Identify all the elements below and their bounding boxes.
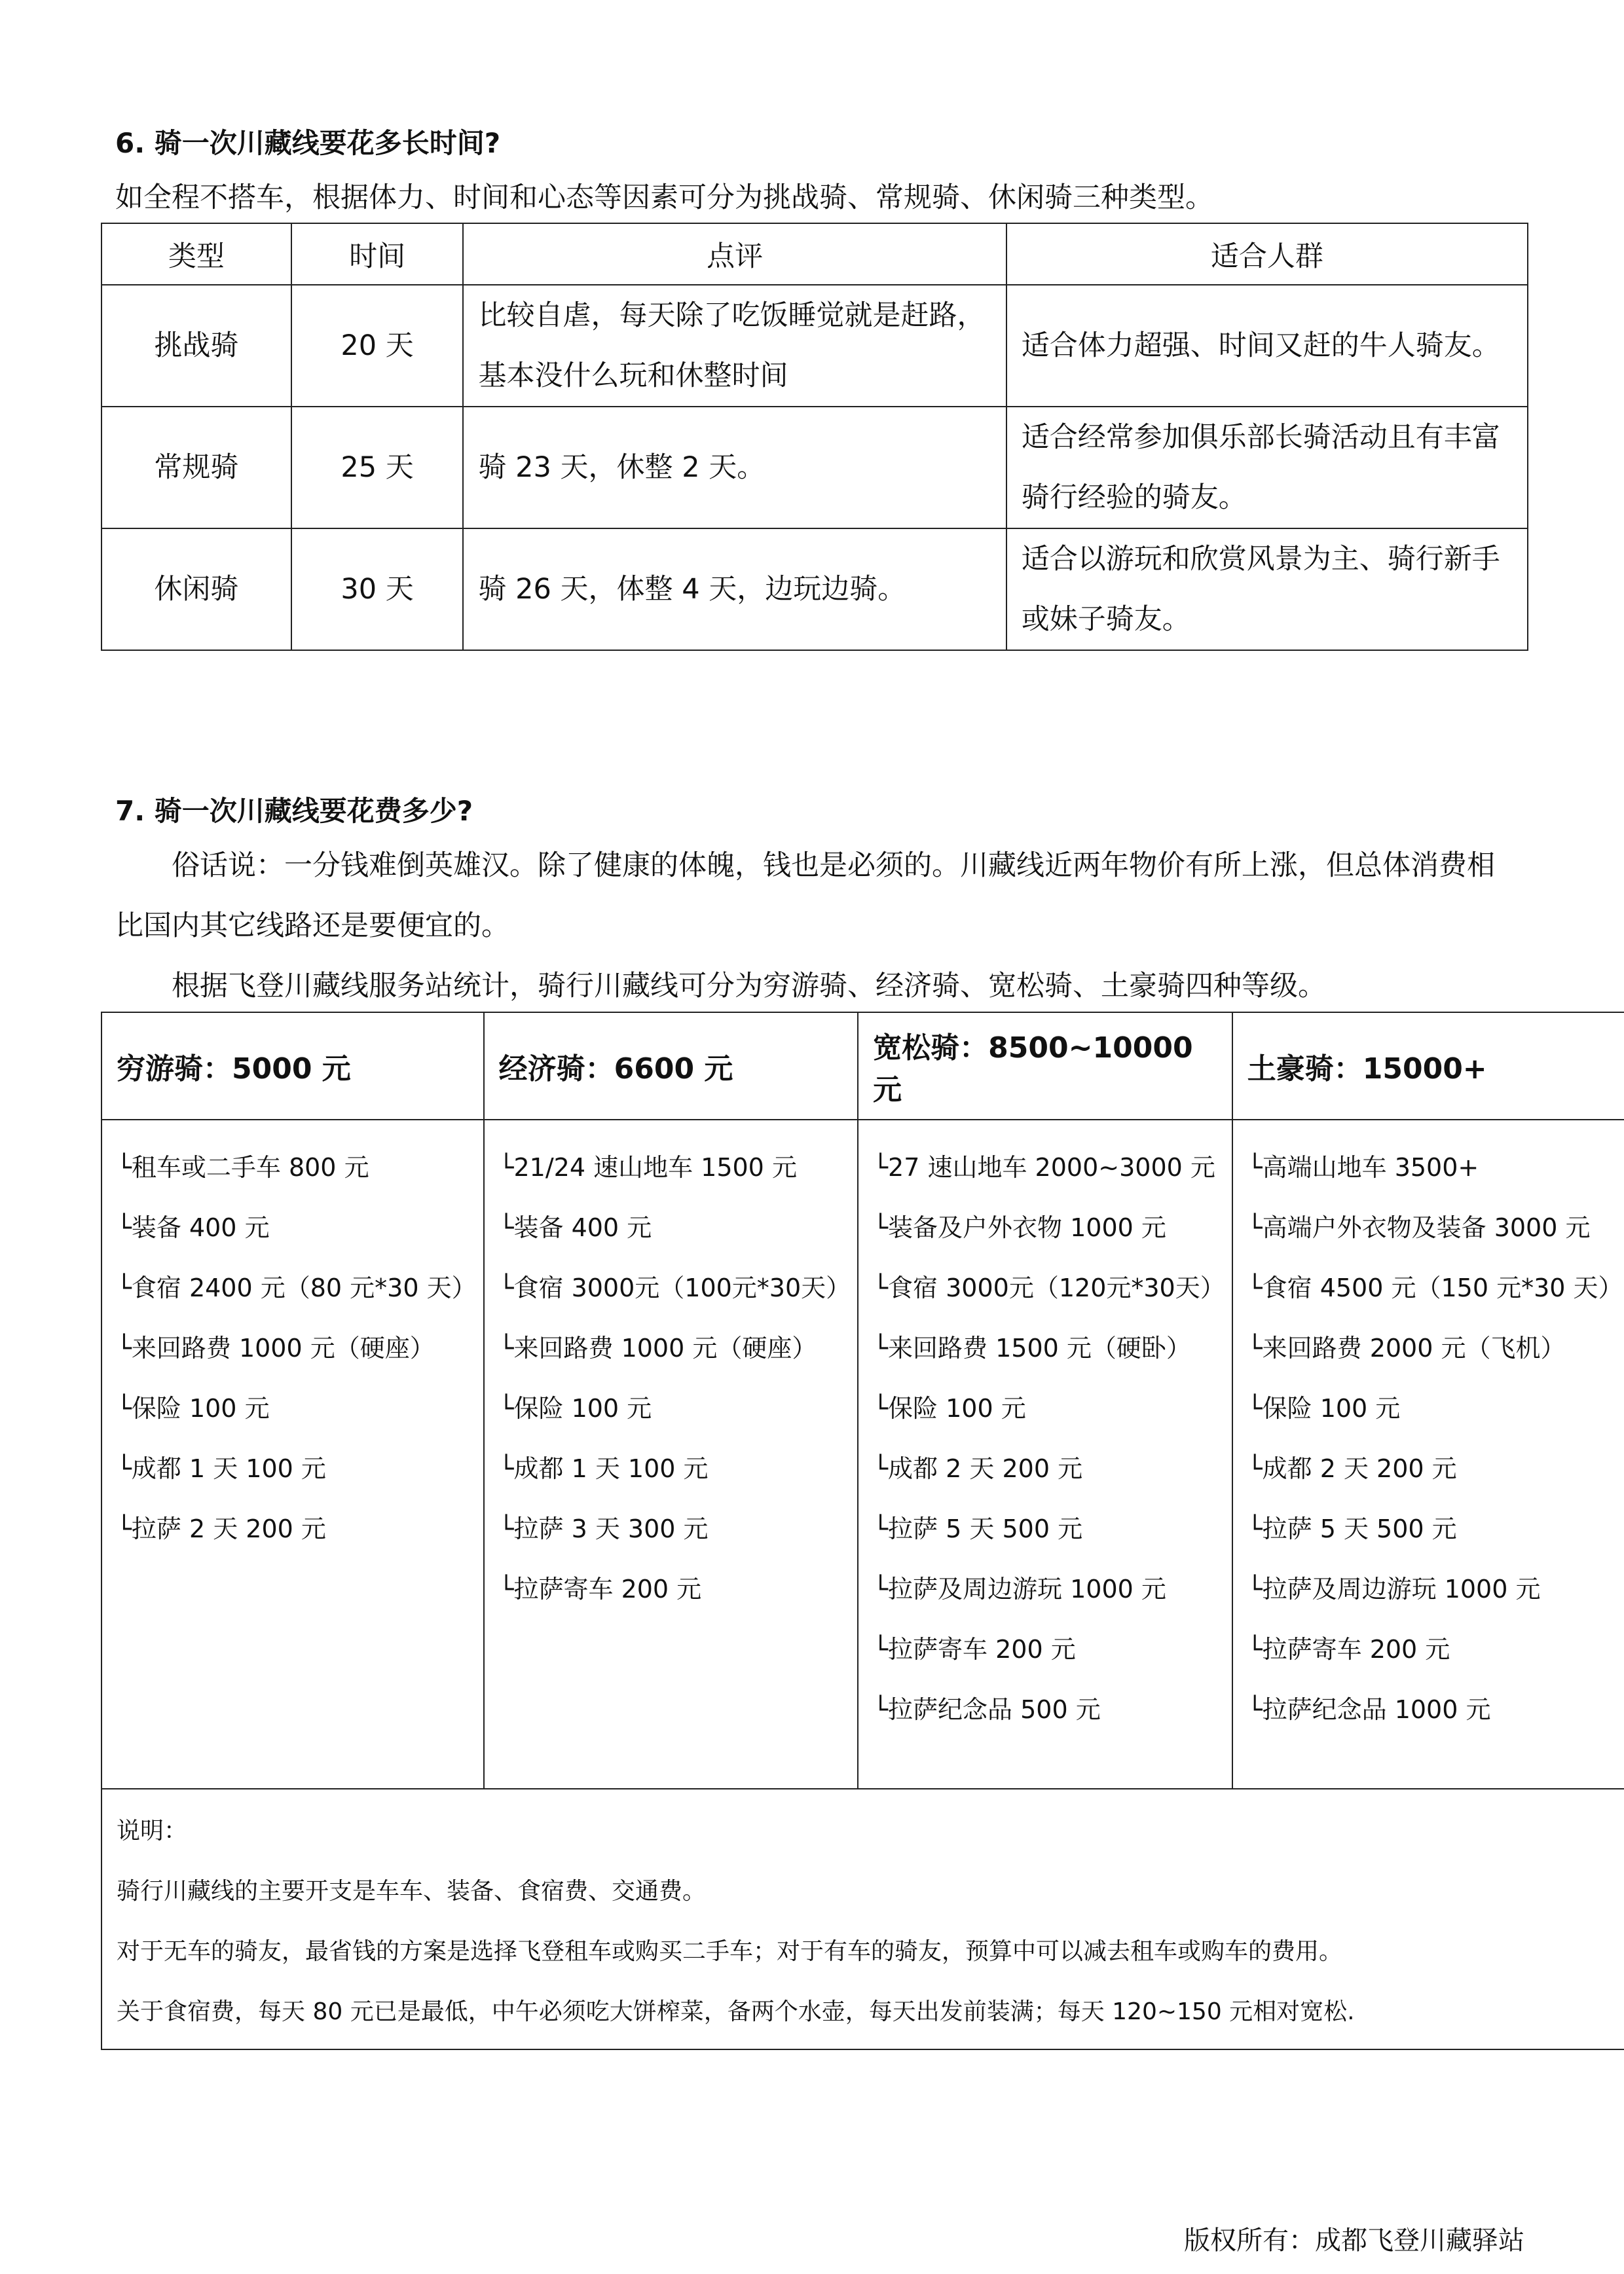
level-items-economy: [484, 1120, 858, 1789]
list-item: └保险 100 元: [1247, 1394, 1401, 1423]
list-item: └拉萨纪念品 500 元: [873, 1695, 1101, 1724]
list-item: └装备及户外衣物 1000 元: [873, 1213, 1166, 1242]
list-item: └装备 400 元: [117, 1213, 270, 1242]
suitable-line: 适合经常参加俱乐部长骑活动且有丰富: [1021, 421, 1500, 454]
section7-para1-line1: 俗话说：一分钱难倒英雄汉。除了健康的体魄，钱也是必须的。川藏线近两年物价有所上涨，但总体消费相: [172, 849, 1495, 882]
list-item: └拉萨 5 天 500 元: [873, 1514, 1083, 1543]
section7-para2: 根据飞登川藏线服务站统计，骑行川藏线可分为穷游骑、经济骑、宽松骑、土豪骑四种等级。: [172, 970, 1326, 1002]
list-item: └保险 100 元: [498, 1394, 652, 1423]
list-item: └高端户外衣物及装备 3000 元: [1247, 1213, 1591, 1242]
list-item: └食宿 3000元（120元*30天）: [873, 1274, 1225, 1302]
budget-items-row: [101, 1120, 1624, 1789]
ride-comment: [463, 528, 1006, 650]
list-item: └高端山地车 3500+: [1247, 1153, 1479, 1182]
list-item: └成都 1 天 100 元: [498, 1454, 709, 1483]
list-item: └成都 2 天 200 元: [873, 1454, 1083, 1483]
duration-table: [101, 223, 1528, 651]
list-item: └来回路费 2000 元（飞机）: [1247, 1334, 1566, 1363]
comment-line: 基本没什么玩和休整时间: [478, 359, 788, 392]
level-items-luxury: [1232, 1120, 1624, 1789]
comment-line: 骑 23 天，休整 2 天。: [478, 451, 766, 484]
ride-suitable: [1006, 407, 1528, 528]
ride-comment: [463, 285, 1006, 407]
list-item: └拉萨寄车 200 元: [1247, 1635, 1450, 1664]
list-item: └拉萨寄车 200 元: [498, 1575, 702, 1604]
header-time: 时间: [291, 223, 464, 285]
section6-intro: 如全程不搭车，根据体力、时间和心态等因素可分为挑战骑、常规骑、休闲骑三种类型。: [115, 181, 1213, 214]
duration-table-header: [101, 223, 1528, 285]
ride-type: 休闲骑: [101, 528, 291, 650]
list-item: └成都 1 天 100 元: [117, 1454, 326, 1483]
table-row: [101, 285, 1528, 407]
list-item: └装备 400 元: [498, 1213, 652, 1242]
list-item: └拉萨 5 天 500 元: [1247, 1514, 1457, 1543]
suitable-line: 骑行经验的骑友。: [1021, 481, 1247, 514]
header-comment: 点评: [463, 223, 1006, 285]
list-item: └来回路费 1000 元（硬座）: [117, 1334, 435, 1363]
list-item: └27 速山地车 2000~3000 元: [873, 1153, 1215, 1182]
comment-line: 比较自虐，每天除了吃饭睡觉就是赶路，: [478, 299, 986, 332]
budget-header-row: [101, 1012, 1624, 1120]
list-item: └来回路费 1000 元（硬座）: [498, 1334, 817, 1363]
note-line: 说明：: [117, 1818, 188, 1844]
note-line: 关于食宿费，每天 80 元已是最低，中午必须吃大饼榨菜，备两个水壶，每天出发前装满；每天 120~150 元相对宽松.: [117, 1998, 1355, 2025]
list-item: └食宿 2400 元（80 元*30 天）: [117, 1274, 477, 1302]
ride-time: 20 天: [291, 285, 464, 407]
ride-suitable: [1006, 285, 1528, 407]
list-item: └保险 100 元: [117, 1394, 270, 1423]
list-item: └成都 2 天 200 元: [1247, 1454, 1457, 1483]
ride-time: 25 天: [291, 407, 464, 528]
table-row: [101, 407, 1528, 528]
table-row: [101, 528, 1528, 650]
ride-type: 常规骑: [101, 407, 291, 528]
list-item: └食宿 4500 元（150 元*30 天）: [1247, 1274, 1623, 1302]
budget-notes-row: [101, 1789, 1624, 2049]
level-title: 宽松骑：8500~10000 元: [858, 1012, 1232, 1120]
list-item: └拉萨 2 天 200 元: [117, 1514, 326, 1543]
list-item: └拉萨及周边游玩 1000 元: [873, 1575, 1166, 1604]
note-line: 骑行川藏线的主要开支是车车、装备、食宿费、交通费。: [117, 1878, 707, 1905]
note-line: 对于无车的骑友，最省钱的方案是选择飞登租车或购买二手车；对于有车的骑友，预算中可以减去租车或购车的费用。: [117, 1938, 1343, 1965]
ride-type: 挑战骑: [101, 285, 291, 407]
list-item: └拉萨寄车 200 元: [873, 1635, 1076, 1664]
list-item: └来回路费 1500 元（硬卧）: [873, 1334, 1191, 1363]
budget-table: [101, 1012, 1624, 2050]
budget-notes: [101, 1789, 1624, 2049]
section6-heading: 6. 骑一次川藏线要花多长时间?: [115, 127, 501, 159]
section7-para1-line2: 比国内其它线路还是要便宜的。: [115, 909, 509, 942]
list-item: └租车或二手车 800 元: [117, 1153, 369, 1182]
ride-comment: [463, 407, 1006, 528]
level-items-budget: [101, 1120, 484, 1789]
level-items-comfort: [858, 1120, 1232, 1789]
list-item: └保险 100 元: [873, 1394, 1026, 1423]
copyright-footer: 版权所有：成都飞登川藏驿站: [1184, 2226, 1524, 2256]
list-item: └拉萨 3 天 300 元: [498, 1514, 709, 1543]
level-title: 土豪骑：15000+: [1232, 1012, 1624, 1120]
comment-line: 骑 26 天，体整 4 天，边玩边骑。: [478, 573, 906, 606]
ride-suitable: [1006, 528, 1528, 650]
suitable-line: 适合以游玩和欣赏风景为主、骑行新手: [1021, 543, 1500, 576]
level-title: 经济骑：6600 元: [484, 1012, 858, 1120]
ride-time: 30 天: [291, 528, 464, 650]
list-item: └拉萨及周边游玩 1000 元: [1247, 1575, 1541, 1604]
list-item: └21/24 速山地车 1500 元: [498, 1153, 797, 1182]
list-item: └拉萨纪念品 1000 元: [1247, 1695, 1491, 1724]
header-type: 类型: [101, 223, 291, 285]
list-item: └食宿 3000元（100元*30天）: [498, 1274, 851, 1302]
suitable-line: 适合体力超强、时间又赶的牛人骑友。: [1021, 329, 1500, 362]
suitable-line: 或妹子骑友。: [1021, 603, 1190, 636]
header-suitable: 适合人群: [1006, 223, 1528, 285]
level-title: 穷游骑：5000 元: [101, 1012, 484, 1120]
section7-heading: 7. 骑一次川藏线要花费多少?: [115, 795, 473, 827]
